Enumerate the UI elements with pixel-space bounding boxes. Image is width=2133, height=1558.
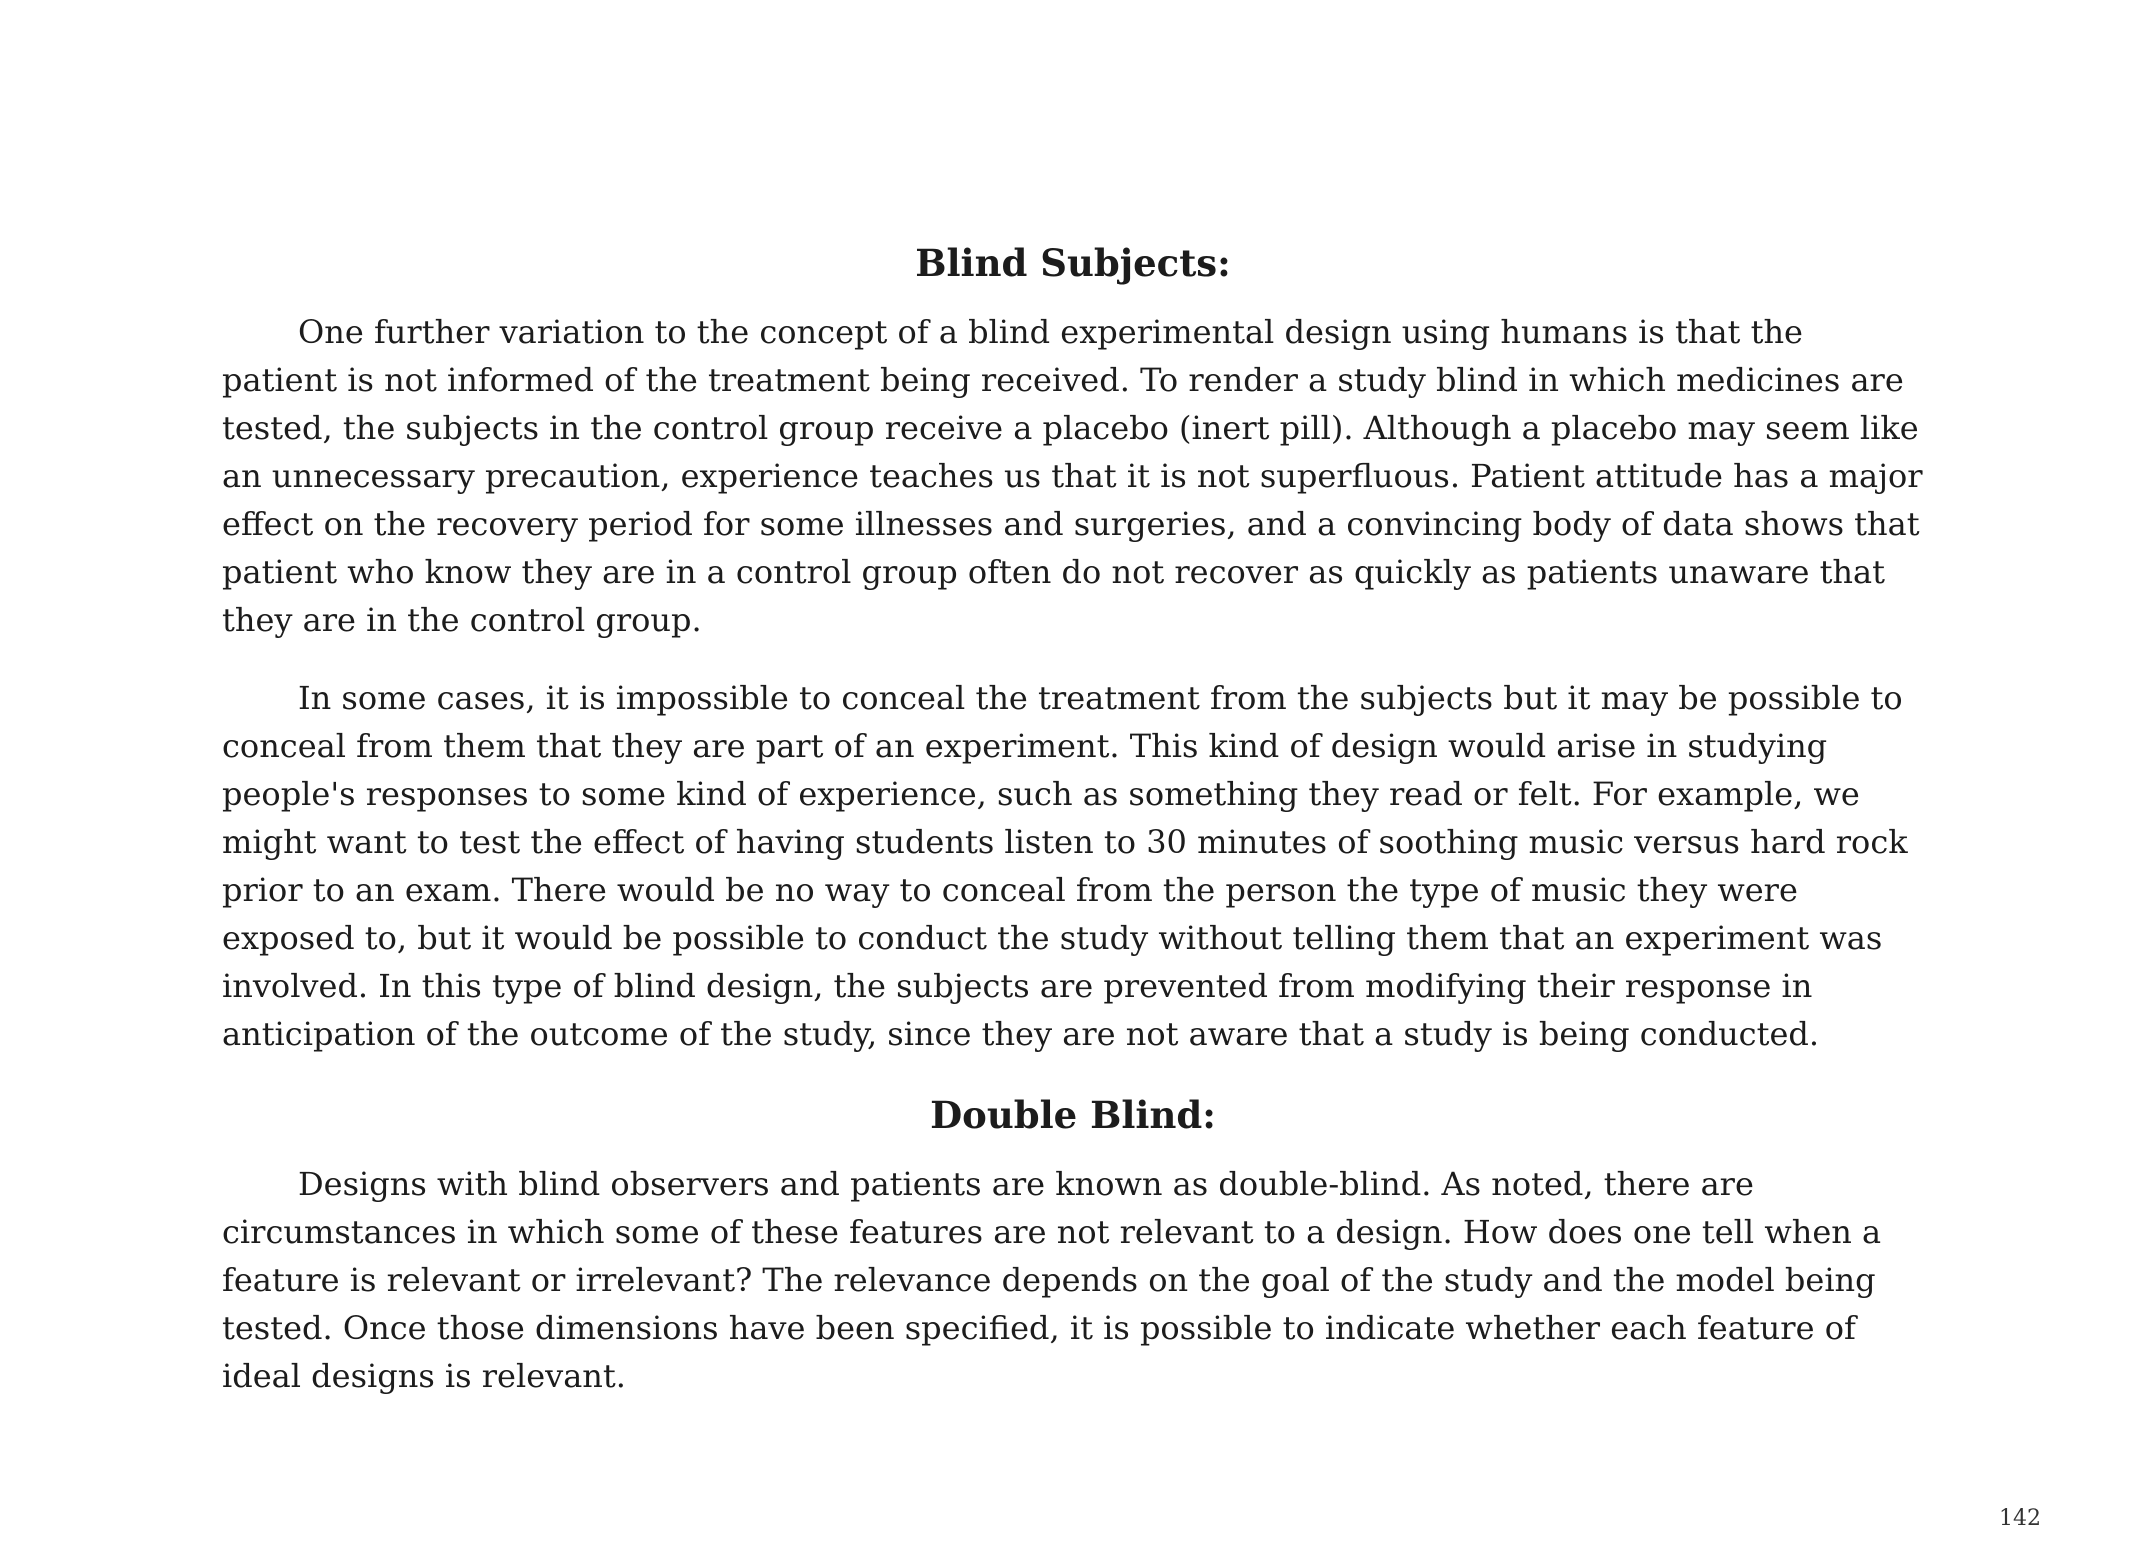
paragraph: Designs with blind observers and patients are known as double-blind. As noted, there are circumstances in which some of these features are not relevant to a design. How does one tell when a feature is relevant or irrelevant? The relevance depends on the goal of the study and the model being tested. Once those dimensions have been specified, it is possible to indicate whether each feature of ideal designs is relevant. xyxy=(222,1165,1882,1395)
page-content xyxy=(222,236,1924,1430)
paragraph: One further variation to the concept of a blind experimental design using humans is that the patient is not informed of the treatment being received. To render a study blind in which medicines are tested, the subjects in the control group receive a placebo (inert pill). Although a placebo may seem like an unnecessary precaution, experience teaches us that it is not superfluous. Patient attitude has a major effect on the recovery period for some illnesses and surgeries, and a convincing body of data shows that patient who know they are in a control group often do not recover as quickly as patients unaware that they are in the control group. xyxy=(222,313,1923,639)
section-heading-double-blind: Double Blind: xyxy=(930,1093,1216,1137)
section-heading-blind-subjects: Blind Subjects: xyxy=(915,241,1231,285)
page-number: 142 xyxy=(1999,1506,2041,1531)
paragraph: In some cases, it is impossible to conceal the treatment from the subjects but it may be possible to conceal from them that they are part of an experiment. This kind of design would arise in studying people's responses to some kind of experience, such as something they read or felt. For example, we might want to test the effect of having students listen to 30 minutes of soothing music versus hard rock prior to an exam. There would be no way to conceal from the person the type of music they were exposed to, but it would be possible to conduct the study without telling them that an experiment was involved. In this type of blind design, the subjects are prevented from modifying their response in anticipation of the outcome of the study, since they are not aware that a study is being conducted. xyxy=(222,679,1908,1053)
